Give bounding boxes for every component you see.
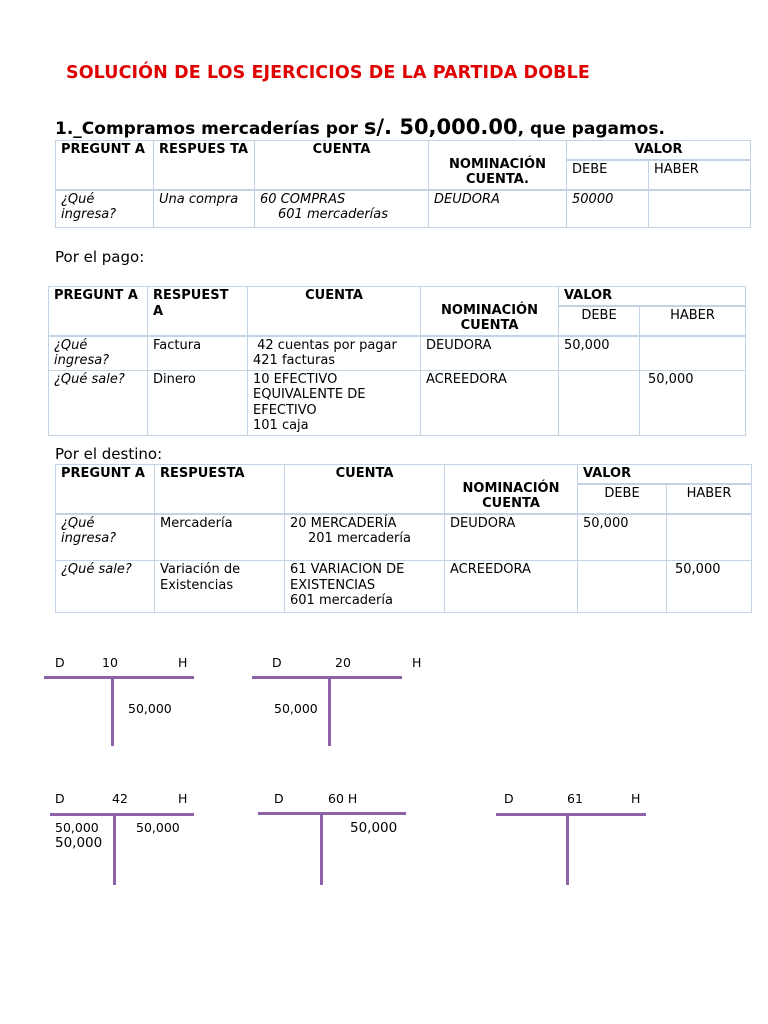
t-account-haber-label: H xyxy=(631,791,641,806)
cell-nominacion: DEUDORA xyxy=(445,514,578,561)
t-account-number: 10 xyxy=(102,655,118,670)
cell-debe xyxy=(559,370,640,435)
cell-respuesta: Una compra xyxy=(154,190,255,228)
exercise-amount: 50,000.00 xyxy=(392,115,518,139)
header-pregunta: PREGUNT A xyxy=(56,141,154,190)
exercise-statement xyxy=(55,115,665,139)
t-account-top-line xyxy=(258,812,406,815)
header-nominacion: NOMINACIÓN CUENTA xyxy=(445,465,578,514)
cell-debe: 50,000 xyxy=(559,336,640,371)
t-account-number: 20 xyxy=(335,655,351,670)
header-valor: VALOR xyxy=(578,465,752,484)
cell-cuenta xyxy=(248,336,421,371)
cuenta-line-2: 421 facturas xyxy=(253,353,336,368)
header-valor: VALOR xyxy=(567,141,751,160)
cuenta-line-2: 601 mercaderías xyxy=(278,207,389,222)
cell-cuenta xyxy=(285,561,445,613)
section-heading-pago: Por el pago: xyxy=(55,248,145,266)
t-account-debe-value: 50,000 xyxy=(55,820,99,835)
table-row xyxy=(49,336,746,371)
cell-haber xyxy=(640,336,746,371)
cuenta-line-2: 201 mercadería xyxy=(308,531,411,546)
table-row xyxy=(56,190,751,228)
t-account-vertical-line xyxy=(320,812,323,885)
cell-debe: 50000 xyxy=(567,190,649,228)
t-account-debe-label: D xyxy=(504,791,514,806)
header-debe: DEBE xyxy=(578,484,667,514)
t-account-top-line xyxy=(50,813,194,816)
table-header-row xyxy=(56,141,751,160)
cell-haber: 50,000 xyxy=(667,561,752,613)
cell-pregunta: ¿Qué ingresa? xyxy=(56,514,155,561)
exercise-suffix: , que pagamos. xyxy=(517,119,665,139)
header-pregunta: PREGUNT A xyxy=(49,287,148,336)
header-haber: HABER xyxy=(649,160,751,190)
cell-pregunta: ¿Qué sale? xyxy=(56,561,155,613)
section-heading-destino: Por el destino: xyxy=(55,445,163,463)
cell-pregunta: ¿Qué ingresa? xyxy=(56,190,154,228)
t-account-debe-label: D xyxy=(55,655,65,670)
t-account-haber-value: 50,000 xyxy=(350,820,398,836)
cuenta-line-1: 61 VARIACION DE EXISTENCIAS xyxy=(290,562,405,593)
cell-cuenta xyxy=(255,190,429,228)
header-cuenta: CUENTA xyxy=(255,141,429,190)
cell-haber xyxy=(667,514,752,561)
table-row xyxy=(49,370,746,435)
t-account-haber-label: H xyxy=(178,791,188,806)
header-debe: DEBE xyxy=(559,306,640,336)
header-nominacion: NOMINACIÓN CUENTA. xyxy=(429,141,567,190)
t-account-debe-label: D xyxy=(55,791,65,806)
cuenta-line-2: 601 mercadería xyxy=(290,593,393,608)
cell-nominacion: DEUDORA xyxy=(429,190,567,228)
t-account-number: 61 xyxy=(567,791,583,806)
header-haber: HABER xyxy=(667,484,752,514)
table-compra xyxy=(55,140,751,228)
table-header-row xyxy=(56,465,752,484)
t-account-top-line xyxy=(44,676,194,679)
table-row xyxy=(56,561,752,613)
cell-haber xyxy=(649,190,751,228)
table-destino xyxy=(55,464,752,613)
cell-nominacion: ACREEDORA xyxy=(421,370,559,435)
cell-haber: 50,000 xyxy=(640,370,746,435)
cuenta-line-2: 101 caja xyxy=(253,418,309,433)
header-valor: VALOR xyxy=(559,287,746,306)
cell-debe: 50,000 xyxy=(578,514,667,561)
table-row xyxy=(56,514,752,561)
exercise-prefix: 1._Compramos mercaderías por xyxy=(55,119,364,139)
cell-cuenta xyxy=(285,514,445,561)
t-account-haber-label: H xyxy=(178,655,188,670)
t-account-top-line xyxy=(252,676,402,679)
header-respuesta: RESPUEST A xyxy=(148,287,248,336)
header-haber: HABER xyxy=(640,306,746,336)
cuenta-line-1: 10 EFECTIVO EQUIVALENTE DE EFECTIVO xyxy=(253,371,366,418)
document-title: SOLUCIÓN DE LOS EJERCICIOS DE LA PARTIDA DOBLE xyxy=(66,63,590,83)
cell-nominacion: ACREEDORA xyxy=(445,561,578,613)
t-account-vertical-line xyxy=(328,676,331,746)
header-debe: DEBE xyxy=(567,160,649,190)
header-pregunta: PREGUNT A xyxy=(56,465,155,514)
cell-pregunta: ¿Qué ingresa? xyxy=(49,336,148,371)
cell-nominacion: DEUDORA xyxy=(421,336,559,371)
t-account-number: 42 xyxy=(112,791,128,806)
header-cuenta: CUENTA xyxy=(285,465,445,514)
t-account-debe-value: 50,000 xyxy=(274,701,318,716)
cuenta-line-1: 60 COMPRAS xyxy=(260,191,346,207)
cuenta-line-1: 20 MERCADERÍA xyxy=(290,515,397,531)
cell-respuesta: Dinero xyxy=(148,370,248,435)
cell-respuesta: Factura xyxy=(148,336,248,371)
cuenta-line-1: 42 cuentas por pagar xyxy=(253,337,397,353)
header-nominacion: NOMINACIÓN CUENTA xyxy=(421,287,559,336)
t-account-vertical-line xyxy=(113,813,116,885)
t-account-haber-value: 50,000 xyxy=(136,820,180,835)
t-account-debe-value: 50,000 xyxy=(55,835,103,851)
t-account-vertical-line xyxy=(111,676,114,746)
cell-cuenta xyxy=(248,370,421,435)
header-cuenta: CUENTA xyxy=(248,287,421,336)
t-account-debe-label: D xyxy=(272,655,282,670)
t-account-vertical-line xyxy=(566,813,569,885)
t-account-debe-label: D xyxy=(274,791,284,806)
cell-respuesta: Mercadería xyxy=(155,514,285,561)
table-header-row xyxy=(49,287,746,306)
header-respuesta: RESPUESTA xyxy=(155,465,285,514)
cell-respuesta: Variación de Existencias xyxy=(155,561,285,613)
cell-debe xyxy=(578,561,667,613)
cell-pregunta: ¿Qué sale? xyxy=(49,370,148,435)
t-account-top-line xyxy=(496,813,646,816)
t-account-haber-label: H xyxy=(412,655,422,670)
header-respuesta: RESPUES TA xyxy=(154,141,255,190)
table-pago xyxy=(48,286,746,436)
t-account-number: 60 H xyxy=(328,791,358,806)
t-account-haber-value: 50,000 xyxy=(128,701,172,716)
exercise-currency: s/. xyxy=(363,115,393,139)
